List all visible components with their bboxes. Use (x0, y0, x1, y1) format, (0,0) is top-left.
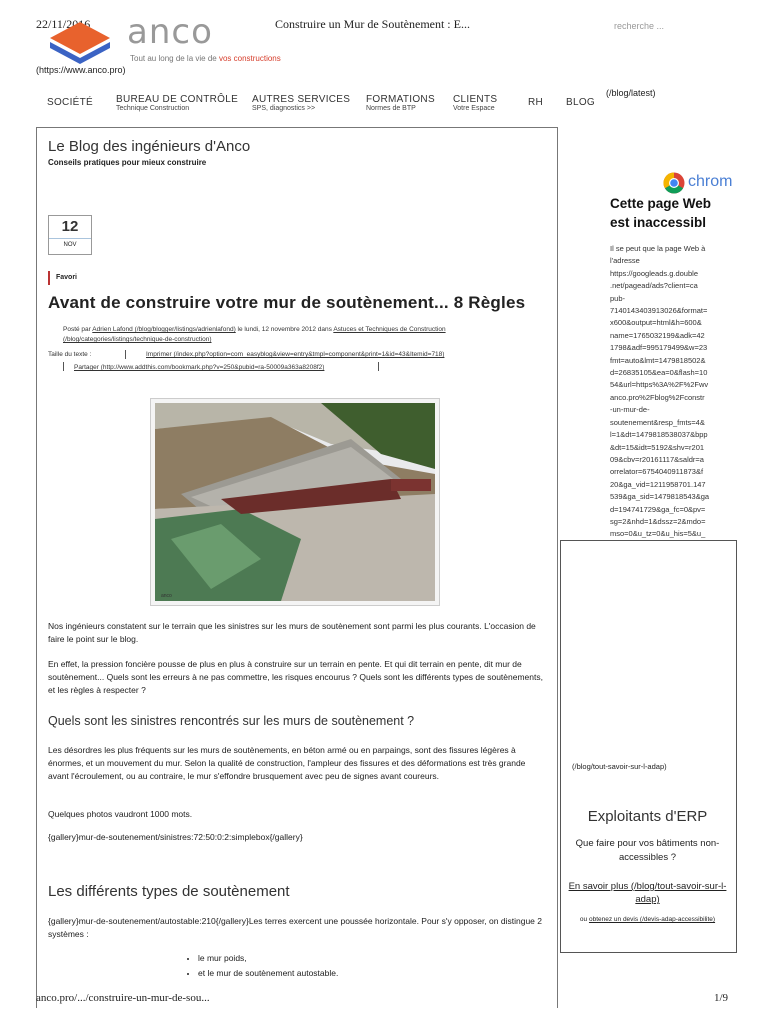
error-line: 7140143403913026&format= (610, 306, 708, 316)
category-badge[interactable]: Favori (48, 271, 77, 285)
error-line: &dt=15&idt=5192&shv=r201 (610, 442, 705, 452)
nav-item-blog[interactable]: BLOG (566, 97, 595, 108)
article-date-badge (48, 215, 92, 255)
anco-logo-icon[interactable] (48, 18, 112, 68)
error-line: x600&output=html&h=600& (610, 318, 702, 328)
search-input[interactable]: recherche ... (614, 21, 665, 31)
error-line: pub- (610, 293, 626, 303)
logo-wordmark[interactable]: anco (127, 12, 213, 52)
error-line: .net/pagead/ads?client=ca (610, 281, 698, 291)
wall-types-list (186, 951, 338, 981)
error-line: l=1&dt=1479818538037&bpp (610, 430, 708, 440)
print-footer-url: anco.pro/.../construire-un-mur-de-sou... (36, 992, 210, 1004)
adap-link[interactable]: (/blog/tout-savoir-sur-l-adap) (572, 762, 667, 771)
error-line: sg=2&nhd=1&dssz=2&mdo= (610, 516, 706, 526)
svg-text:anco: anco (161, 593, 172, 599)
quote-link[interactable]: obtenez un devis (/devis-adap-accessibilite) (588, 916, 716, 923)
print-page-number: 1/9 (714, 992, 729, 1004)
print-date: 22/11/2016 (36, 17, 91, 31)
nav-item-autres-services[interactable]: AUTRES SERVICES SPS, diagnostics >> (252, 94, 351, 112)
nav-item-bureau-de-controle[interactable]: BUREAU DE CONTRÔLE Technique Construction (116, 94, 239, 112)
section-heading-sinistres: Quels sont les sinistres rencontrés sur les murs de soutènement ? (48, 714, 415, 728)
quote-text: ou obtenez un devis (/devis-adap-accessibilite) (579, 916, 716, 923)
error-line: 20&ga_vid=1211958701.147 (610, 479, 706, 489)
erp-question: Que faire pour vos bâtiments non-accessibles ? (575, 838, 720, 863)
error-line: https://googleads.g.double (610, 268, 698, 278)
article-meta: Posté par Adrien Lafond (/blog/blogger/listings/adrienlafond) le lundi, 12 novembre 2012 dans Astuces et Techniques de Construction (/blog/categories/listings/technique-de-construction) (63, 326, 446, 343)
chrome-wordmark: chrom (688, 173, 733, 190)
share-link[interactable]: Partager (http://www.addthis.com/bookmark.php?v=250&pubid=ra-50009a363a8208f2) (74, 364, 325, 371)
disorders-paragraph: Les désordres les plus fréquents sur les murs de soutènements, en béton armé ou en parpaings, sont des fissures légères à énormes, et un mouvement du mur. Selon la qualité de construction, l'ampleur des fissures et des déformations est très grande avant l'écroulement, ou au contraire, le mur s'effondre brusquement avec peu de signes avant coureurs. (48, 745, 526, 781)
list-item: • et le mur de soutènement autostable. (198, 966, 338, 981)
pressure-paragraph: En effet, la pression foncière pousse de plus en plus à construire sur un terrain en pente. Et qui dit terrain en pente, dit mur de soutènement... Quels sont les erreurs à ne pas commettre, les risques encourus ? Quels sont les différents types de soutènements, et les règles à respecter ? (48, 659, 543, 695)
date-month: NOV (49, 238, 91, 251)
home-link[interactable]: (https://www.anco.pro) (36, 65, 126, 75)
date-day: 12 (61, 218, 79, 235)
learn-more-link[interactable]: En savoir plus (/blog/tout-savoir-sur-l-adap) (568, 881, 727, 905)
gallery-shortcode: {gallery}mur-de-soutenement/sinistres:72:50:0:2:simplebox{/gallery} (48, 832, 303, 842)
erp-title: Exploitants d'ERP (587, 808, 708, 825)
error-line: soutenement&resp_fmts=4& (610, 417, 705, 427)
logo-tagline: Tout au long de la vie de vos constructions (130, 54, 281, 63)
error-line: l'adresse (610, 256, 640, 266)
author-link[interactable]: Adrien Lafond (/blog/blogger/listings/adrienlafond) (92, 326, 236, 333)
error-line: d=26835105&ea=0&flash=10 (610, 368, 708, 378)
error-line: orrelator=6754040911873&f (610, 467, 704, 477)
category-path-link[interactable]: (/blog/categories/listings/technique-de-construction) (63, 336, 212, 343)
error-line: fmt=auto&lmt=1479818502& (610, 355, 706, 365)
photos-paragraph: Quelques photos vaudront 1000 mots. (48, 809, 193, 819)
blog-latest-link[interactable]: (/blog/latest) (606, 88, 656, 98)
error-line: 54&url=https%3A%2F%2Fwv (610, 380, 709, 390)
print-link[interactable]: Imprimer (/index.php?option=com_easyblog&view=entry&tmpl=component&print=1&id=43&Itemid=718) (146, 351, 445, 358)
intro-paragraph: Nos ingénieurs constatent sur le terrain que les sinistres sur les murs de soutènement sont parmi les plus courants. L'occasion de faire le point sur le blog. (48, 621, 536, 644)
blog-title[interactable]: Le Blog des ingénieurs d'Anco (48, 138, 251, 155)
nav-item-clients[interactable]: CLIENTS Votre Espace (453, 94, 498, 112)
error-line: d=194741729&ga_fc=0&pv= (610, 504, 706, 514)
blog-subtitle: Conseils pratiques pour mieux construire (48, 158, 207, 167)
nav-item-rh[interactable]: RH (528, 97, 544, 108)
error-line: 09&cbv=r20161117&saldr=a (610, 454, 704, 464)
error-line: -un-mur-de- (610, 405, 650, 415)
error-line: 1798&adf=995179499&w=23 (610, 343, 708, 353)
types-paragraph: {gallery}mur-de-soutenement/autostable:210{/gallery}Les terres exercent une poussée horizontale. Pour s'y opposer, on distingue 2 systèmes : (48, 916, 542, 939)
error-line: anco.pro%2Fblog%2Fconstr (610, 392, 705, 402)
error-line: name=1765032199&adk=42 (610, 330, 705, 340)
print-title: Construire un Mur de Soutènement : E... (275, 17, 470, 31)
text-size-label: Taille du texte : (48, 351, 92, 358)
nav-item-societe[interactable]: SOCIÉTÉ (47, 97, 93, 108)
error-line: 539&ga_sid=1479818543&ga (610, 492, 710, 502)
category-link[interactable]: Astuces et Techniques de Construction (333, 326, 446, 333)
list-item: • le mur poids, (198, 951, 338, 966)
chrome-logo-icon (663, 172, 685, 194)
error-message (610, 243, 768, 541)
collapsed-wall-photo (150, 398, 440, 606)
nav-item-formations[interactable]: FORMATIONS Normes de BTP (366, 94, 435, 112)
section-heading-types: Les différents types de soutènement (48, 883, 290, 900)
error-line: mso=0&u_tz=0&u_his=5&u_ (610, 529, 706, 539)
article-title: Avant de construire votre mur de soutènement... 8 Règles (48, 293, 526, 312)
error-line: Il se peut que la page Web à (610, 244, 706, 253)
error-title: Cette page Web est inaccessibl (610, 196, 712, 230)
